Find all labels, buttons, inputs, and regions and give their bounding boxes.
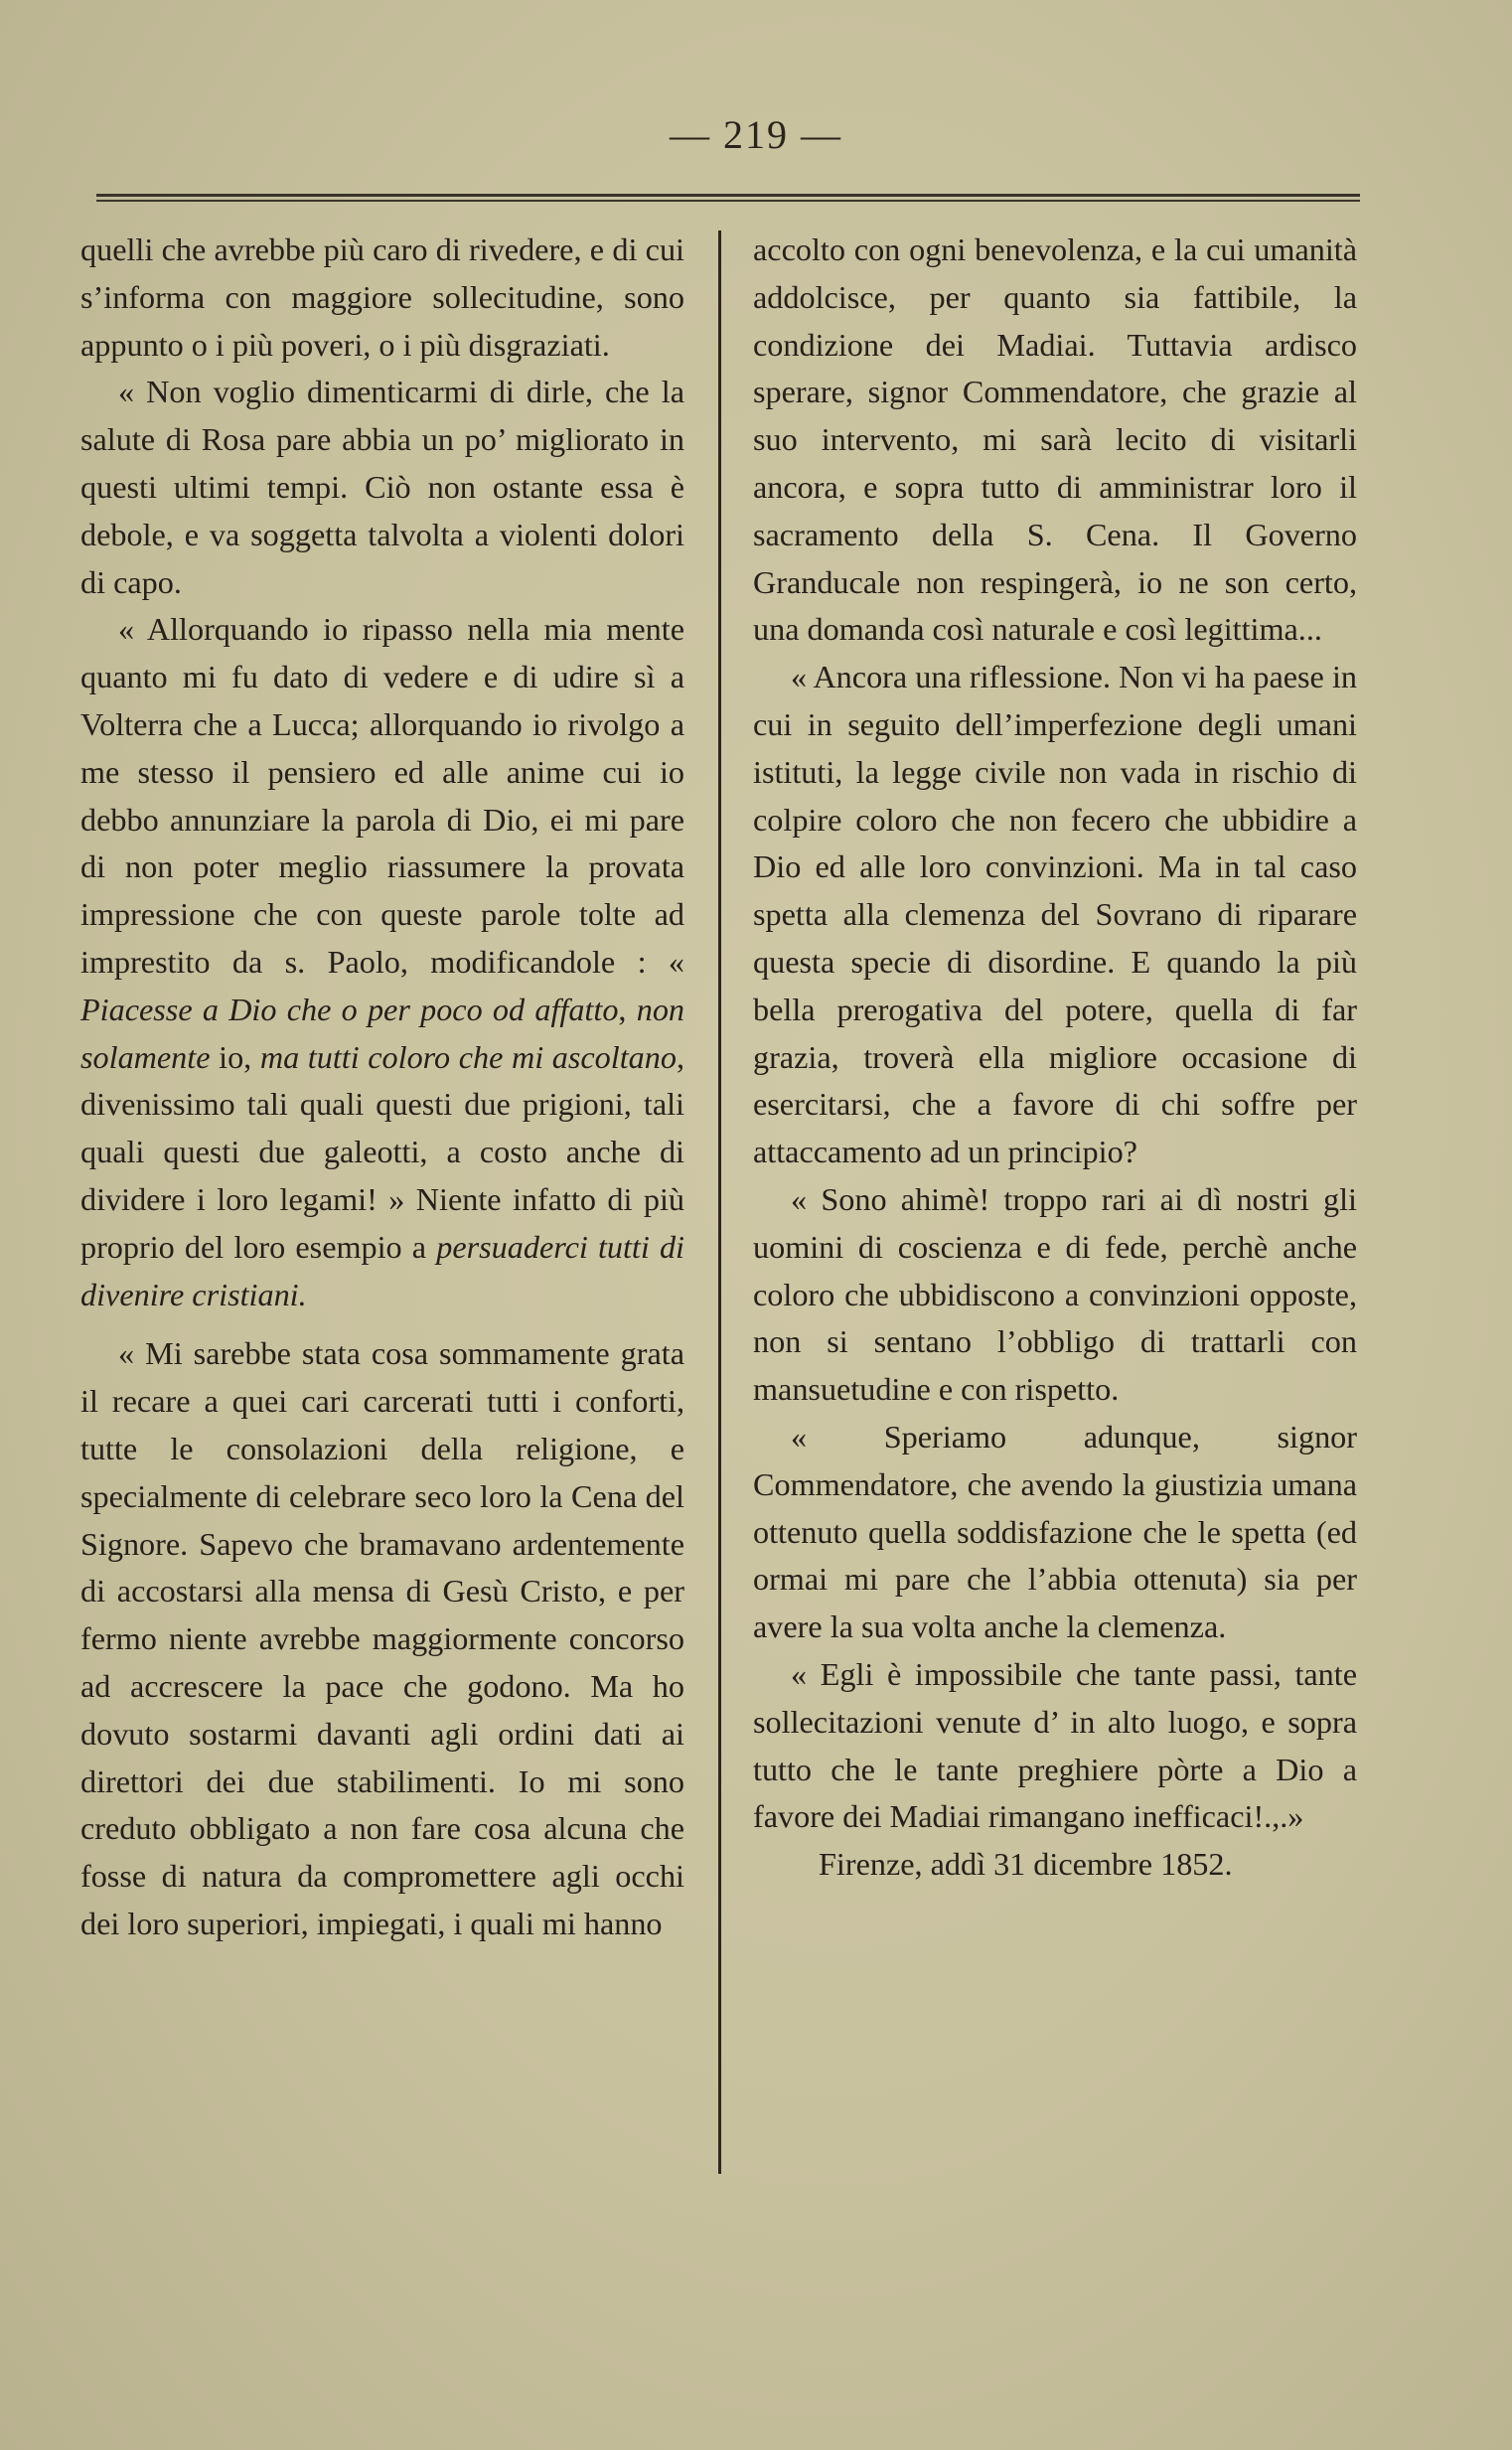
paragraph-reflection: « Ancora una riflessione. Non vi ha paese in cui in seguito dell’imperfezione degli umani istituti, la legge civile non vada in rischio di colpire coloro che non fecero che ubbidire a Dio ed alle loro convinzioni. Ma in tal caso spetta alla clemenza del Sovrano di riparare questa specie di disordine. E quando la più bella prerogativa del potere, quella di far grazia, troverà ella migliore occasione di esercitarsi, che a favore di chi soffre per attaccamento ad un principio?	[753, 659, 1357, 1170]
dateline: Firenze, addì 31 dicembre 1852.	[819, 1846, 1233, 1883]
paragraph-impression	[80, 606, 684, 1318]
paragraph-continuation: quelli che avrebbe più caro di rivedere, e di cui s’informa con maggiore sollecitudine, sono appunto o i più poveri, o i più disgraziati.	[80, 231, 684, 363]
text-segment: io,	[210, 1038, 260, 1075]
italic-quote: Piacesse a Dio che o per poco od affatto	[80, 991, 619, 1027]
page-number: — 219 —	[670, 112, 842, 157]
paragraph-continuation: accolto con ogni benevolenza, e la cui umanità addolcisce, per quanto sia fattibile, la condizione dei Madiai. Tuttavia ardisco sperare, signor Commendatore, che grazie al suo intervento, mi sarà lecito di visitarli ancora, e sopra tutto di amministrar loro il sacramento della S. Cena. Il Governo Granducale non respingerà, io ne son certo, una domanda così naturale e così legittima...	[753, 231, 1357, 648]
text-segment: « Allorquando io ripasso nella mia mente quanto mi fu dato di vedere e di udire sì a Volterra che a Lucca; allorquando io rivolgo a me stesso il pensiero ed alle anime cui io debbo annunziare la parola di Dio, ei mi pare di non poter meglio riassumere la provata impressione che con queste parole tolte ad imprestito da s. Paolo, modificandole : «	[80, 611, 684, 980]
italic-quote: ma tutti coloro che mi ascoltano	[259, 1038, 677, 1075]
paragraph-hope: « Speriamo adunque, signor Commendatore, che avendo la giustizia umana ottenuto quella soddisfazione che le spetta (ed ormai mi pare che l’abbia ottenuta) sia per avere la sua volta anche la clemenza.	[753, 1418, 1357, 1645]
paragraph-prayers: « Egli è impossibile che tante passi, tante sollecitazioni venute d’ in alto luogo, e sopra tutto che le tante preghiere pòrte a Dio a favore dei Madiai rimangano inefficaci!.,.»	[753, 1655, 1357, 1835]
text-segment: ,	[618, 991, 637, 1027]
italic-quote: non solamente	[80, 991, 684, 1075]
column-divider	[718, 230, 721, 2174]
paragraph-conscience: « Sono ahimè! troppo rari ai dì nostri gli uomini di coscienza e di fede, perchè anche coloro che ubbidiscono a convinzioni opposte, non si sentano l’obbligo di trattarli con mansuetudine e con rispetto.	[753, 1180, 1357, 1408]
italic-quote: persuaderci tutti di divenire cristiani.	[80, 1228, 684, 1312]
right-column	[753, 227, 1357, 1889]
left-column	[80, 227, 684, 1948]
text-segment: , divenissimo tali quali questi due prigioni, tali quali questi due galeotti, a costo anche di dividere i loro legami! » Niente infatto di più proprio del loro esempio a	[80, 1038, 684, 1265]
paragraph-comforts: « Mi sarebbe stata cosa sommamente grata il recare a quei cari carcerati tutti i conforti, tutte le consolazioni della religione, e specialmente di celebrare seco loro la Cena del Signore. Sapevo che bramavano ardentemente di accostarsi alla mensa di Gesù Cristo, e per fermo niente avrebbe maggiormente concorso ad accrescere la pace che godono. Ma ho dovuto sostarmi davanti agli ordini dati ai direttori dei due stabilimenti. Io mi sono creduto obbligato a non fare cosa alcuna che fosse di natura da compromettere agli occhi dei loro superiori, impiegati, i quali mi hanno	[80, 1335, 684, 1941]
paragraph-rosa-health: « Non voglio dimenticarmi di dirle, che la salute di Rosa pare abbia un po’ migliorato in questi ultimi tempi. Ciò non ostante essa è debole, e va soggetta talvolta a violenti dolori di capo.	[80, 374, 684, 600]
header-rule	[96, 194, 1360, 202]
